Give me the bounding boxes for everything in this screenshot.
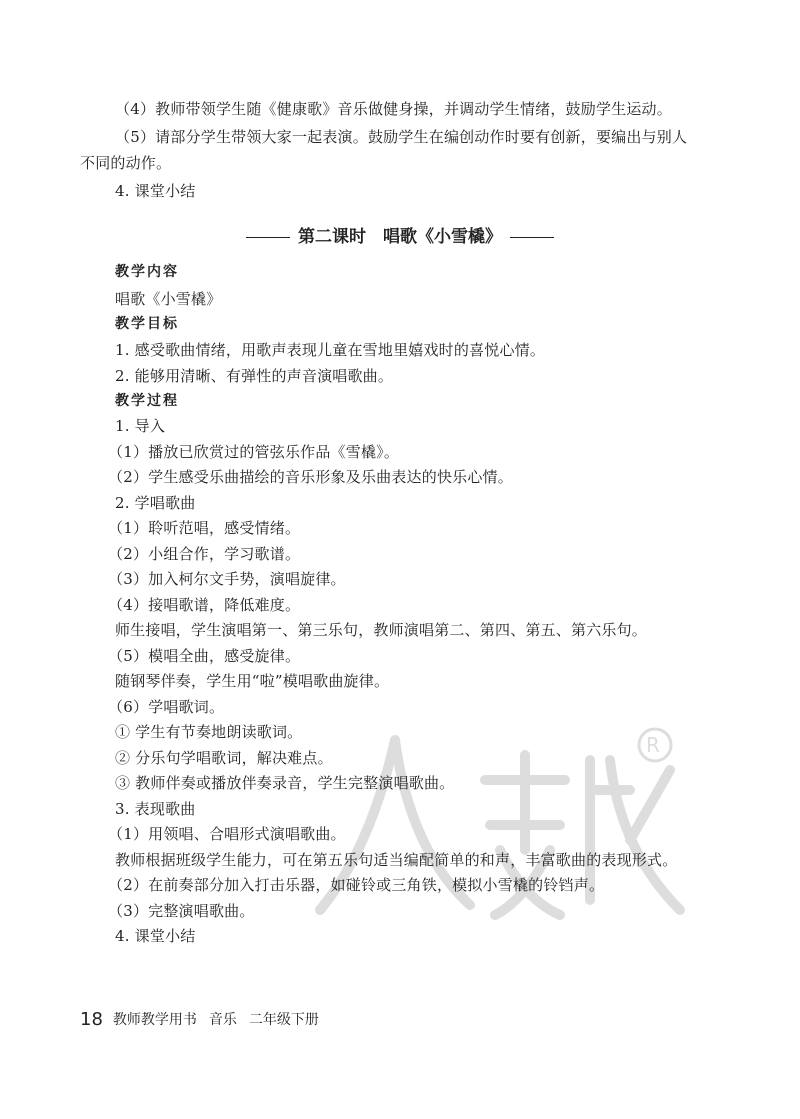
process-line: 2. 学唱歌曲 — [115, 494, 196, 512]
goal-item: 2. 能够用清晰、有弹性的声音演唱歌曲。 — [115, 367, 394, 385]
process-line: （6）学唱歌词。 — [108, 698, 225, 716]
page-number: 18 — [80, 1009, 103, 1030]
heading-goals: 教学目标 — [115, 316, 179, 332]
process-line: （3）完整演唱歌曲。 — [108, 902, 255, 920]
paragraph-step-4: （4）教师带领学生随《健康歌》音乐做健身操，并调动学生情绪，鼓励学生运动。 — [115, 100, 672, 118]
process-line: （1）播放已欣赏过的管弦乐作品《雪橇》。 — [108, 443, 400, 461]
process-line: ① 学生有节奏地朗读歌词。 — [115, 723, 303, 741]
paragraph-step-5: （5）请部分学生带领大家一起表演。鼓励学生在编创动作时要有创新，要编出与别人 — [115, 128, 688, 146]
content-text: 唱歌《小雪橇》 — [115, 290, 222, 308]
process-line: ② 分乐句学唱歌词，解决难点。 — [115, 749, 333, 767]
process-line: （5）模唱全曲，感受旋律。 — [108, 647, 301, 665]
process-line: （2）小组合作，学习歌谱。 — [108, 545, 301, 563]
process-line: （1）用领唱、合唱形式演唱歌曲。 — [108, 825, 346, 843]
footer-subject: 音乐 — [208, 1012, 237, 1028]
section-summary: 4. 课堂小结 — [115, 182, 196, 200]
process-line: ③ 教师伴奏或播放伴奏录音，学生完整演唱歌曲。 — [115, 774, 455, 792]
publisher-watermark — [300, 700, 700, 940]
process-line: 1. 导入 — [115, 417, 166, 435]
process-line: （2）在前奏部分加入打击乐器，如碰铃或三角铁，模拟小雪橇的铃铛声。 — [108, 876, 605, 894]
process-line: 3. 表现歌曲 — [115, 800, 196, 818]
process-line: （3）加入柯尔文手势，演唱旋律。 — [108, 570, 346, 588]
process-line: （4）接唱歌谱，降低难度。 — [108, 596, 301, 614]
goal-item: 1. 感受歌曲情绪，用歌声表现儿童在雪地里嬉戏时的喜悦心情。 — [115, 341, 546, 359]
process-line: （2）学生感受乐曲描绘的音乐形象及乐曲表达的快乐心情。 — [108, 468, 513, 486]
page-footer — [80, 1010, 319, 1030]
heading-process: 教学过程 — [115, 393, 179, 409]
process-line: （1）聆听范唱，感受情绪。 — [108, 519, 301, 537]
section-title — [0, 226, 800, 248]
section-title-text: 第二课时 唱歌《小雪橇》 — [298, 227, 502, 247]
process-line: 4. 课堂小结 — [115, 927, 196, 945]
paragraph-step-5-cont: 不同的动作。 — [80, 154, 172, 172]
process-line: 师生接唱，学生演唱第一、第三乐句，教师演唱第二、第四、第五、第六乐句。 — [115, 621, 648, 639]
title-rule-right — [510, 237, 554, 238]
heading-content: 教学内容 — [115, 264, 179, 280]
process-line: 随钢琴伴奏，学生用“啦”模唱歌曲旋律。 — [115, 672, 390, 690]
process-line: 教师根据班级学生能力，可在第五乐句适当编配简单的和声，丰富歌曲的表现形式。 — [115, 851, 678, 869]
footer-book: 教师教学用书 — [112, 1012, 197, 1028]
footer-grade: 二年级下册 — [248, 1012, 319, 1028]
svg-text:R: R — [646, 733, 660, 757]
title-rule-left — [246, 237, 290, 238]
